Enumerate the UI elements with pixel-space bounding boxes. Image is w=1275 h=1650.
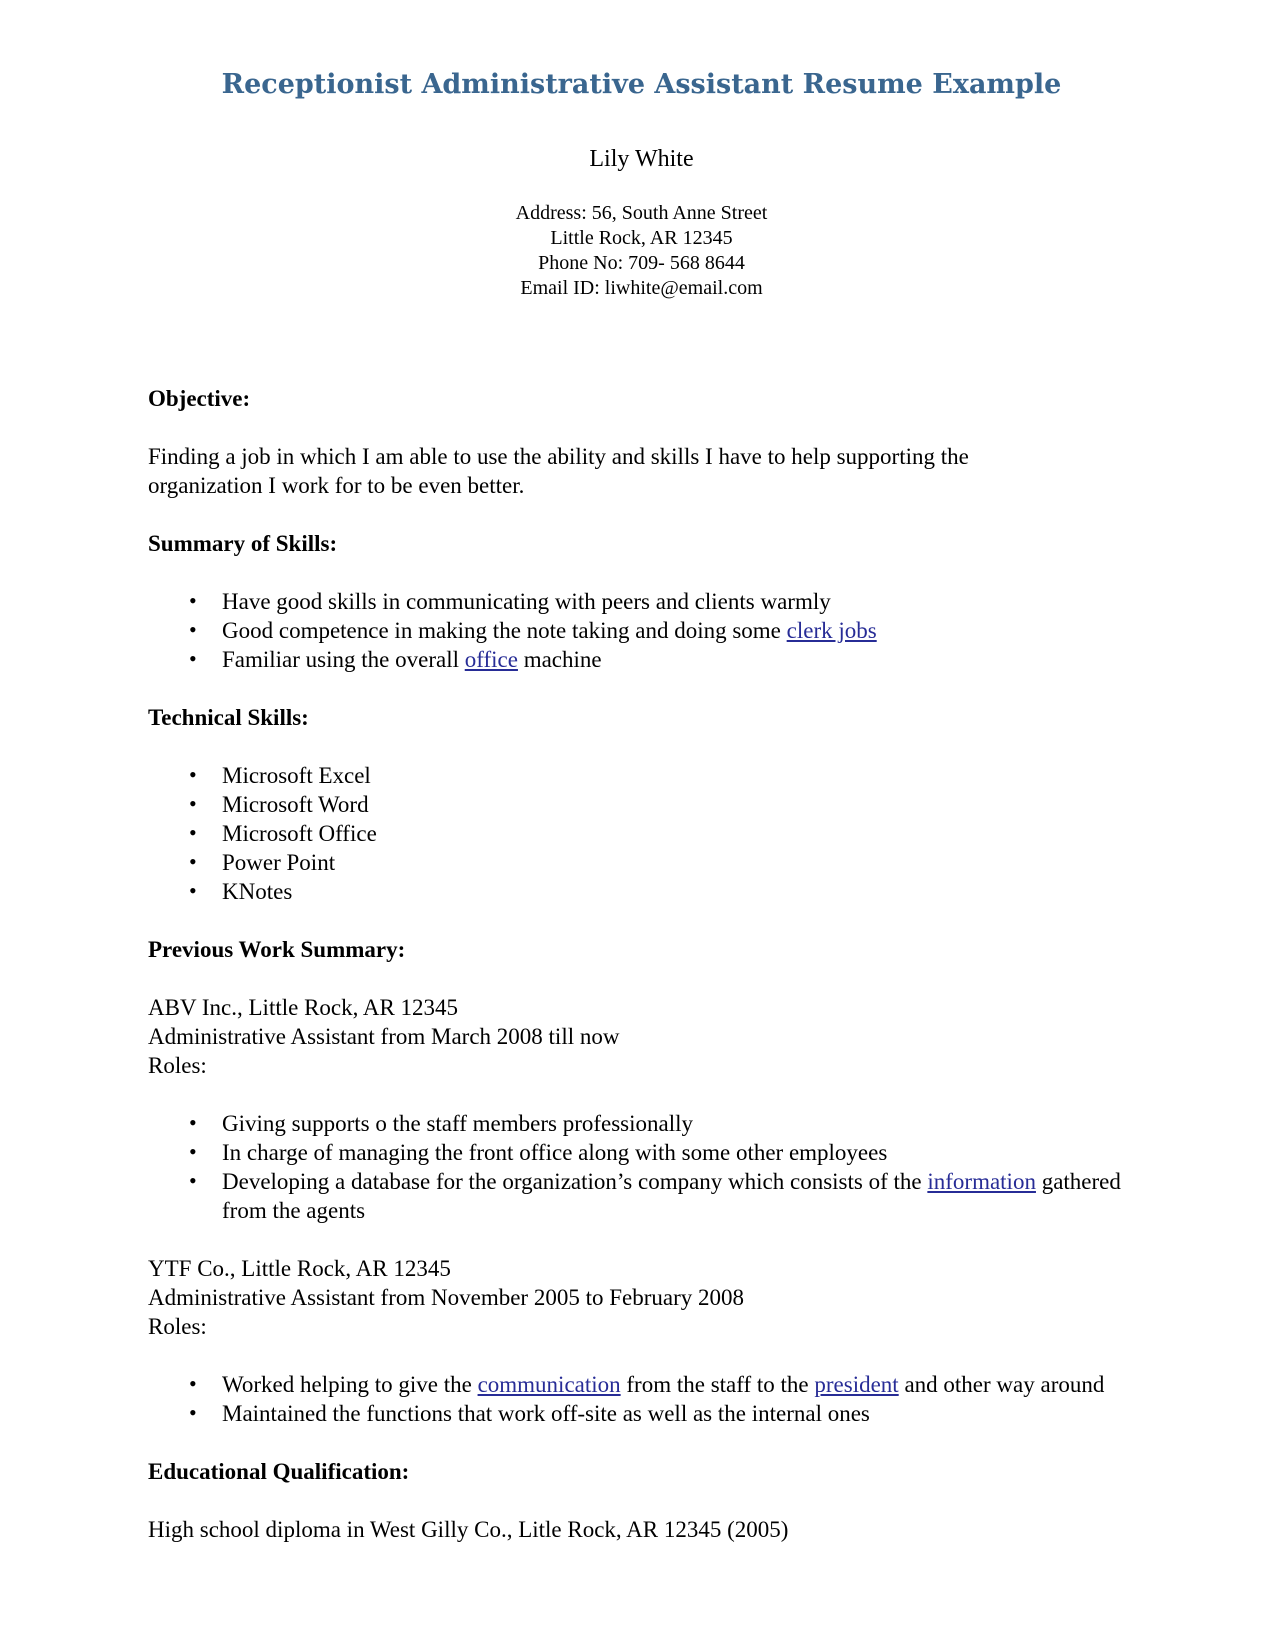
address-line: Address: 56, South Anne Street — [515, 202, 768, 224]
list-item-text: Developing a database for the organization’s company which consists of the — [222, 1169, 928, 1194]
objective-line: Finding a job in which I am able to use the ability and skills I have to help supporting the — [148, 444, 969, 469]
job-company: YTF Co., Little Rock, AR 12345 — [148, 1256, 451, 1281]
summary-skills-list — [148, 587, 1135, 674]
list-item-text: Good competence in making the note taking and doing some — [222, 618, 787, 643]
list-item-text: Microsoft Word — [222, 792, 369, 817]
list-item — [222, 616, 1135, 645]
list-item-text: Microsoft Office — [222, 821, 377, 846]
job-roles-label: Roles: — [148, 1314, 207, 1339]
communication-link[interactable]: communication — [477, 1372, 621, 1397]
list-item-text: Maintained the functions that work off-site as well as the internal ones — [222, 1401, 870, 1426]
job-position: Administrative Assistant from March 2008 till now — [148, 1024, 620, 1049]
list-item-text: gathered from the agents — [222, 1169, 1121, 1223]
list-item — [222, 1109, 1135, 1138]
email-line: Email ID: liwhite@email.com — [520, 277, 763, 299]
job-ytf-roles-list — [148, 1370, 1135, 1428]
job-company: ABV Inc., Little Rock, AR 12345 — [148, 995, 459, 1020]
list-item — [222, 1138, 1135, 1167]
section-heading-objective: Objective: — [148, 386, 251, 411]
list-item-text: Microsoft Excel — [222, 763, 371, 788]
page-title: Receptionist Administrative Assistant Resume Example — [221, 69, 1062, 100]
section-heading-summary-of-skills: Summary of Skills: — [148, 531, 338, 556]
list-item-text: and other way around — [898, 1372, 1105, 1397]
job-position: Administrative Assistant from November 2005 to February 2008 — [148, 1285, 745, 1310]
list-item — [222, 1399, 1135, 1428]
list-item-text: Power Point — [222, 850, 336, 875]
job-abv-roles-list — [148, 1109, 1135, 1225]
list-item-text: Giving supports o the staff members professionally — [222, 1111, 694, 1136]
list-item — [222, 819, 1135, 848]
list-item-text: from the staff to the — [620, 1372, 815, 1397]
president-link[interactable]: president — [814, 1372, 899, 1397]
list-item-text: Familiar using the overall — [222, 647, 465, 672]
job-entry-abv — [148, 993, 1135, 1080]
list-item — [222, 587, 1135, 616]
list-item — [222, 790, 1135, 819]
list-item — [222, 1167, 1135, 1225]
list-item — [222, 761, 1135, 790]
job-entry-ytf — [148, 1254, 1135, 1341]
address-line: Little Rock, AR 12345 — [550, 227, 733, 249]
list-item-text: In charge of managing the front office along with some other employees — [222, 1140, 888, 1165]
office-link[interactable]: office — [464, 647, 518, 672]
section-heading-technical-skills: Technical Skills: — [148, 705, 309, 730]
education-text: High school diploma in West Gilly Co., Litle Rock, AR 12345 (2005) — [148, 1517, 789, 1542]
contact-block — [148, 201, 1135, 301]
list-item-text: machine — [517, 647, 602, 672]
job-roles-label: Roles: — [148, 1053, 207, 1078]
clerk-jobs-link[interactable]: clerk jobs — [786, 618, 877, 643]
objective-line: organization I work for to be even better. — [148, 473, 525, 498]
list-item-text: Worked helping to give the — [222, 1372, 478, 1397]
technical-skills-list — [148, 761, 1135, 906]
list-item — [222, 848, 1135, 877]
list-item-text: KNotes — [222, 879, 293, 904]
section-heading-education: Educational Qualification: — [148, 1459, 410, 1484]
objective-text — [148, 442, 1135, 500]
list-item — [222, 1370, 1135, 1399]
list-item-text: Have good skills in communicating with peers and clients warmly — [222, 589, 831, 614]
section-heading-previous-work: Previous Work Summary: — [148, 937, 406, 962]
list-item — [222, 877, 1135, 906]
information-link[interactable]: information — [927, 1169, 1036, 1194]
list-item — [222, 645, 1135, 674]
candidate-name: Lily White — [589, 146, 694, 172]
phone-line: Phone No: 709- 568 8644 — [538, 252, 745, 274]
